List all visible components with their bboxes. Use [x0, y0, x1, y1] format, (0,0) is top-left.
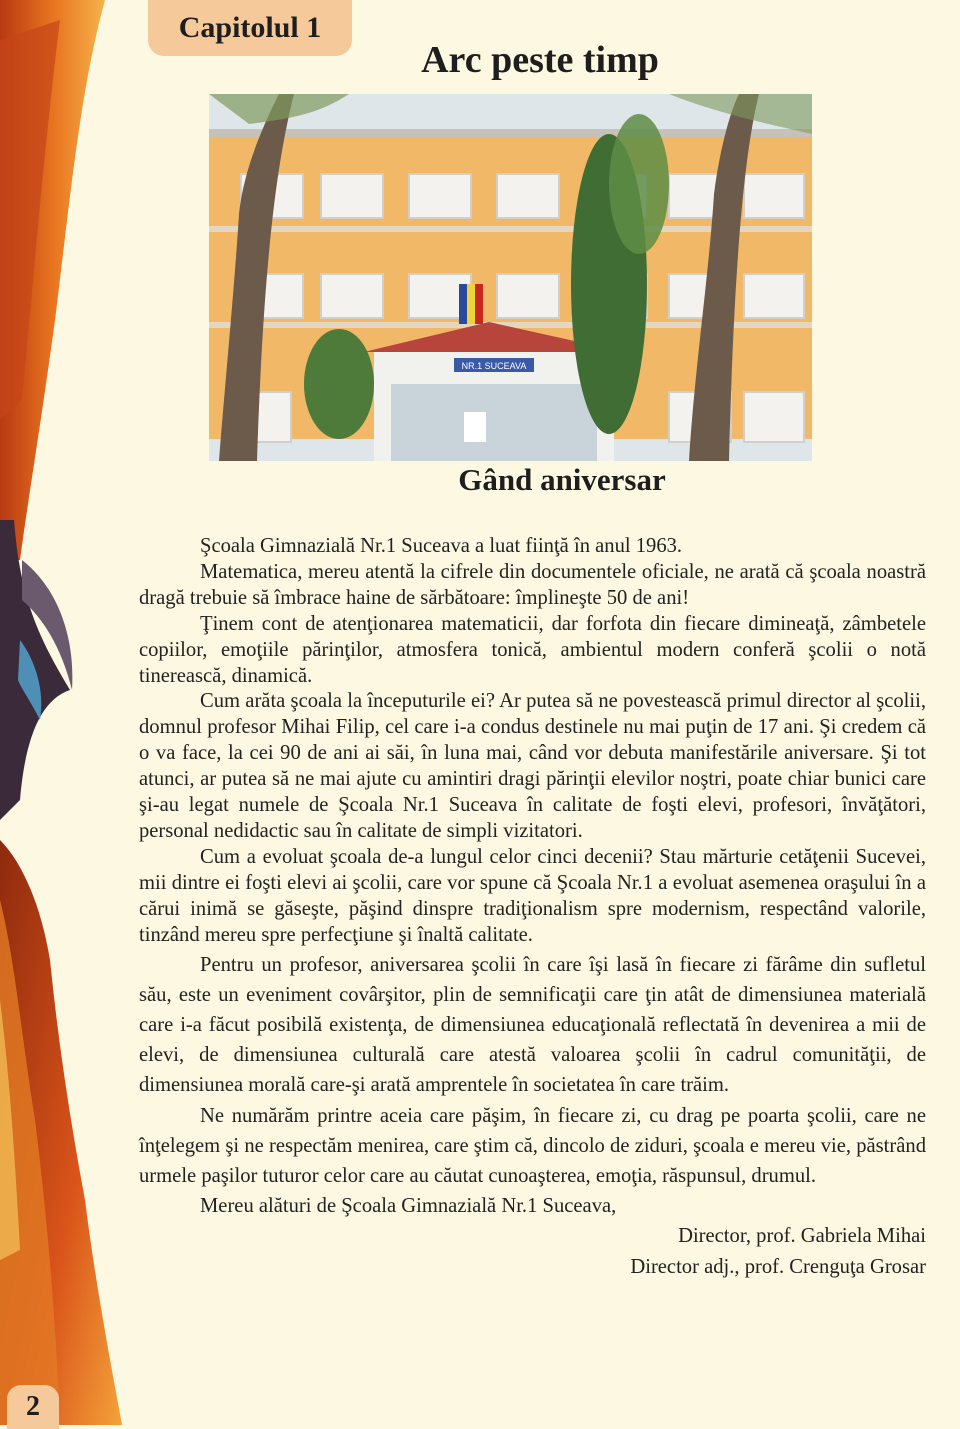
- school-building-photo: [209, 94, 812, 461]
- paragraph: Ne numărăm printre aceia care păşim, în fiecare zi, cu drag pe poarta şcolii, care ne înţelegem şi ne respectăm menirea, care ştim că, dincolo de ziduri, şcoala e mereu vie, păstrând urmele paşilor tuturor celor care au căutat cunoaşterea, emoţia, răspunsul, drumul.: [139, 1104, 926, 1187]
- paragraph: Cum a evoluat şcoala de-a lungul celor cinci decenii? Stau mărturie cetăţenii Sucevei, mii dintre ei foşti elevi ai şcolii, care vor spune că Şcoala Nr.1 a evoluat asemenea oraşului în a cărui inimă se găseşte, păşind dinspre tradiţionalism spre modernism, respectând valorile, tinzând mereu spre perfecţiune şi înaltă calitate.: [139, 845, 926, 946]
- article-body: [139, 534, 926, 1282]
- paragraph: Pentru un profesor, aniversarea şcolii în care îşi lasă în fiecare zi fărâme din sufletul său, este un eveniment covârşitor, plin de semnificaţii care ţin atât de dimensiunea materială care i-a făcut posibilă existenţa, de dimensiunea educaţională reflectată în devenirea a mii de elevi, de dimensiunea culturală care atestă valoarea şcolii în cadrul comunităţii, de dimensiunea morală care-şi arată amprentele în societatea în care trăim.: [139, 953, 926, 1097]
- paragraph: Matematica, mereu atentă la cifrele din documentele oficiale, ne arată că şcoala noastră dragă trebuie să îmbrace haine de sărbătoare: împlineşte 50 de ani!: [139, 560, 926, 609]
- page-number: 2: [7, 1385, 59, 1429]
- school-sign-text: NR.1 SUCEAVA: [461, 361, 527, 371]
- paragraph: Ţinem cont de atenţionarea matematicii, dar forfota din fiecare dimineaţă, zâmbetele copiilor, emoţiile părinţilor, atmosfera tonică, ambientul modern conferă şcolii o notă tinerească, dinamică.: [139, 612, 926, 687]
- page-title: Arc peste timp: [421, 39, 659, 81]
- signature-director: Director, prof. Gabriela Mihai: [678, 1225, 926, 1248]
- paragraph: Cum arăta şcoala la începuturile ei? Ar putea să ne povestească primul director al şcolii, domnul profesor Mihai Filip, cel care i-a condus destinele nu mai puţin de 17 ani. Şi credem că o va face, la cei 90 de ani ai săi, în luna mai, când vor debuta manifestările aniversare. Şi tot atunci, ar putea să ne mai ajute cu amintiri dragi părinţii elevilor noştri, poate chiar bunici care şi-au legat numele de Şcoala Nr.1 Suceava în calitate de foşti elevi, profesori, învăţători, personal nedidactic sau în calitate de simpli vizitatori.: [139, 690, 926, 842]
- paragraph: Şcoala Gimnazială Nr.1 Suceava a luat fiinţă în anul 1963.: [200, 535, 683, 557]
- signature-deputy-director: Director adj., prof. Crenguţa Grosar: [630, 1255, 926, 1278]
- decorative-border: [0, 0, 130, 1425]
- closing-line: Mereu alături de Şcoala Gimnazială Nr.1 Suceava,: [200, 1195, 617, 1218]
- article-subtitle: Gând aniversar: [458, 462, 666, 497]
- chapter-label: Capitolul 1: [148, 0, 352, 56]
